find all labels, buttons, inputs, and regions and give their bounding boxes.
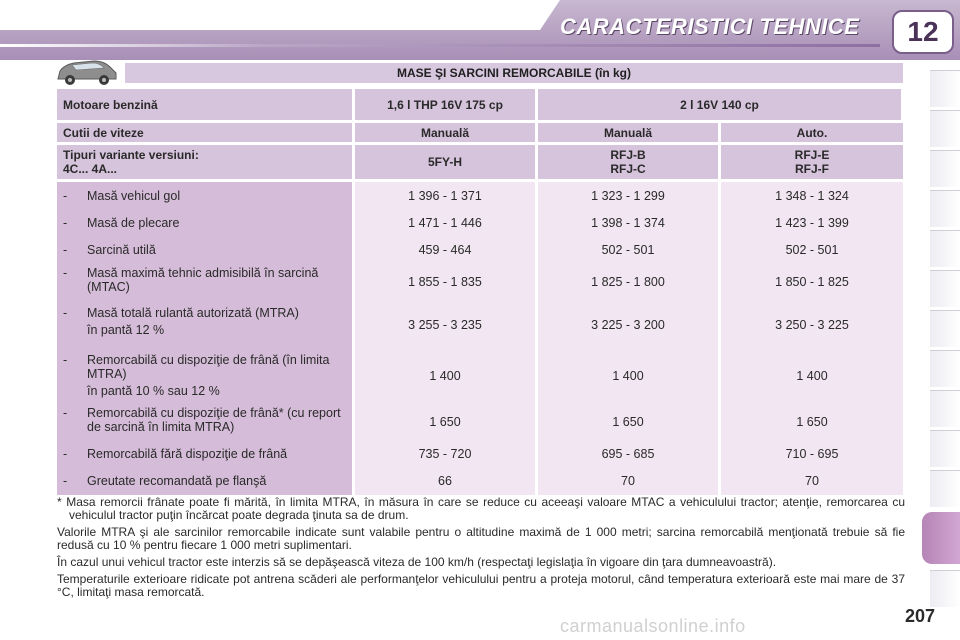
row-label-sub: în pantă 12 % — [87, 323, 165, 337]
table-cell: 3 255 - 3 235 — [408, 318, 482, 332]
chapter-title: CARACTERISTICI TEHNICE — [560, 14, 860, 39]
gearbox-3: Auto. — [721, 123, 903, 142]
note-brake-trailer: * Masa remorcii frânate poate fi mărită, în limita MTRA, în măsura în care se reduce cu aceeaşi valoare MTAC a vehiculului tractor; atenţie, remorcarea cu vehiculul tractor puţin încărcat poate degrada ţinuta sa de drum. — [57, 495, 905, 522]
engine-2: 2 l 16V 140 cp — [538, 89, 901, 120]
spec-table — [57, 89, 903, 495]
table-cell: 1 825 - 1 800 — [591, 275, 665, 289]
table-row-label: - Greutate recomandată pe flanşă — [63, 474, 267, 488]
table-cell: 1 423 - 1 399 — [775, 215, 849, 230]
engine-1: 1,6 l THP 16V 175 cp — [355, 89, 535, 120]
row-label: Greutate recomandată pe flanşă — [87, 474, 267, 488]
gearbox-row — [57, 123, 903, 142]
variants-label-line2: 4C... 4A... — [63, 162, 118, 176]
table-cell: 3 225 - 3 200 — [591, 318, 665, 332]
table-cell: 1 471 - 1 446 — [408, 215, 482, 230]
side-tab[interactable] — [930, 470, 960, 507]
note-temperature: Temperaturile exterioare ridicate pot antrena scăderi ale performanţelor vehiculului pentru a proteja motorul, când temperatura exterioară este mai mare de 37 °C, limitaţi masa remorcată. — [57, 572, 905, 599]
page-number: 207 — [905, 606, 936, 626]
gearbox-1: Manuală — [355, 123, 535, 142]
car-icon — [54, 57, 120, 87]
table-cell: 502 - 501 — [785, 242, 839, 257]
row-label: Remorcabilă cu dispoziţie de frână* (cu report de sarcină în limita MTRA) — [87, 406, 341, 434]
table-cell: 695 - 685 — [601, 446, 655, 461]
row-label: Sarcină utilă — [87, 242, 156, 257]
table-cell: 1 855 - 1 835 — [408, 275, 482, 289]
table-row-label: - Masă de plecare — [63, 215, 180, 230]
table-cell: 1 323 - 1 299 — [591, 188, 665, 203]
value-column-1 — [355, 182, 535, 495]
value-column-3 — [721, 182, 903, 495]
side-tab[interactable] — [930, 430, 960, 467]
row-label — [87, 353, 332, 398]
side-tab[interactable] — [930, 150, 960, 187]
row-label: Remorcabilă fără dispoziţie de frână — [87, 446, 288, 461]
variant-c-code-2: RFJ-F — [795, 162, 829, 176]
watermark: carmanualsonline.info — [560, 616, 746, 636]
side-tab[interactable] — [930, 390, 960, 427]
notes — [57, 496, 905, 603]
table-cell: 1 400 — [796, 369, 828, 383]
table-cell: 735 - 720 — [418, 446, 472, 461]
side-tab[interactable] — [930, 230, 960, 267]
table-row-label: - Sarcină utilă — [63, 242, 156, 257]
engine-label: Motoare benzină — [57, 89, 352, 120]
table-body — [57, 182, 903, 495]
label-column — [57, 182, 352, 495]
table-row-label: - Masă maximă tehnic admisibilă în sarcină (MTAC) — [57, 263, 352, 301]
variants-label-line1: Tipuri variante versiuni: — [63, 148, 199, 162]
table-row-label: - Masă totală rulantă autorizată (MTRA) în pantă 12 % — [63, 306, 299, 337]
row-label: Masă vehicul gol — [87, 188, 181, 203]
table-cell: 710 - 695 — [785, 446, 839, 461]
table-row-label: - Remorcabilă fără dispoziţie de frână — [63, 446, 288, 461]
table-cell: 1 400 — [612, 369, 644, 383]
row-label: Masă maximă tehnic admisibilă în sarcină (MTAC) — [87, 266, 319, 294]
row-label-main: Remorcabilă cu dispoziţie de frână (în limita MTRA) — [87, 353, 330, 381]
side-tab[interactable] — [930, 270, 960, 307]
table-row-label: - Remorcabilă cu dispoziţie de frână (în limita MTRA) în pantă 10 % sau 12 % — [57, 349, 352, 403]
table-row-label: - Masă vehicul gol — [63, 188, 181, 203]
row-label: Masă de plecare — [87, 215, 180, 230]
table-row-label: - Remorcabilă cu dispoziţie de frână* (cu report de sarcină în limita MTRA) — [57, 403, 352, 440]
variant-b-code-1: RFJ-B — [610, 148, 646, 162]
table-cell: 502 - 501 — [601, 242, 655, 257]
table-cell: 1 348 - 1 324 — [775, 188, 849, 203]
variant-c-code-1: RFJ-E — [794, 148, 830, 162]
engine-row — [57, 89, 903, 120]
table-cell: 1 650 — [796, 414, 828, 429]
table-cell: 1 396 - 1 371 — [408, 188, 482, 203]
table-cell: 1 400 — [429, 369, 461, 383]
header-rule — [0, 44, 880, 47]
value-column-2 — [538, 182, 718, 495]
table-cell: 1 650 — [612, 414, 644, 429]
gearbox-label: Cutii de viteze — [57, 123, 352, 142]
side-tab[interactable] — [930, 350, 960, 387]
side-tab[interactable] — [930, 190, 960, 227]
table-cell: 459 - 464 — [418, 242, 472, 257]
side-tab[interactable] — [930, 70, 960, 107]
row-label-sub: în pantă 10 % sau 12 % — [87, 384, 220, 398]
table-cell: 1 398 - 1 374 — [591, 215, 665, 230]
table-cell: 1 650 — [429, 414, 461, 429]
variant-c — [721, 145, 903, 179]
table-cell: 3 250 - 3 225 — [775, 318, 849, 332]
row-label-main: Masă totală rulantă autorizată (MTRA) — [87, 306, 299, 320]
variant-b-code-2: RFJ-C — [610, 162, 646, 176]
table-cell: 66 — [438, 474, 452, 488]
variants-row — [57, 145, 903, 179]
table-title: MASE ŞI SARCINI REMORCABILE (în kg) — [125, 63, 903, 83]
variant-a — [355, 145, 535, 179]
side-tab-active[interactable] — [922, 512, 960, 564]
gearbox-2: Manuală — [538, 123, 718, 142]
side-tab[interactable] — [930, 110, 960, 147]
variants-label — [57, 145, 352, 179]
chapter-number: 12 — [892, 10, 954, 54]
row-label — [87, 306, 299, 337]
side-tabs — [930, 60, 960, 620]
note-speed-limit: În cazul unui vehicul tractor este interzis să se depăşească viteza de 100 km/h (respectaţi legislaţia în vigoare din ţara dumneavoastră). — [57, 555, 777, 569]
side-tab[interactable] — [930, 570, 960, 607]
table-cell: 1 850 - 1 825 — [775, 275, 849, 289]
variant-b — [538, 145, 718, 179]
table-cell: 70 — [805, 474, 819, 488]
side-tab[interactable] — [930, 310, 960, 347]
note-altitude: Valorile MTRA şi ale sarcinilor remorcabile indicate sunt valabile pentru o altitudine maximă de 1 000 metri; sarcina remorcabilă menţionată trebuie să fie redusă cu 10 % pentru fiecare 1 000 metri suplimentari. — [57, 525, 905, 552]
variant-a-code: 5FY-H — [427, 155, 462, 169]
table-cell: 70 — [621, 474, 635, 488]
